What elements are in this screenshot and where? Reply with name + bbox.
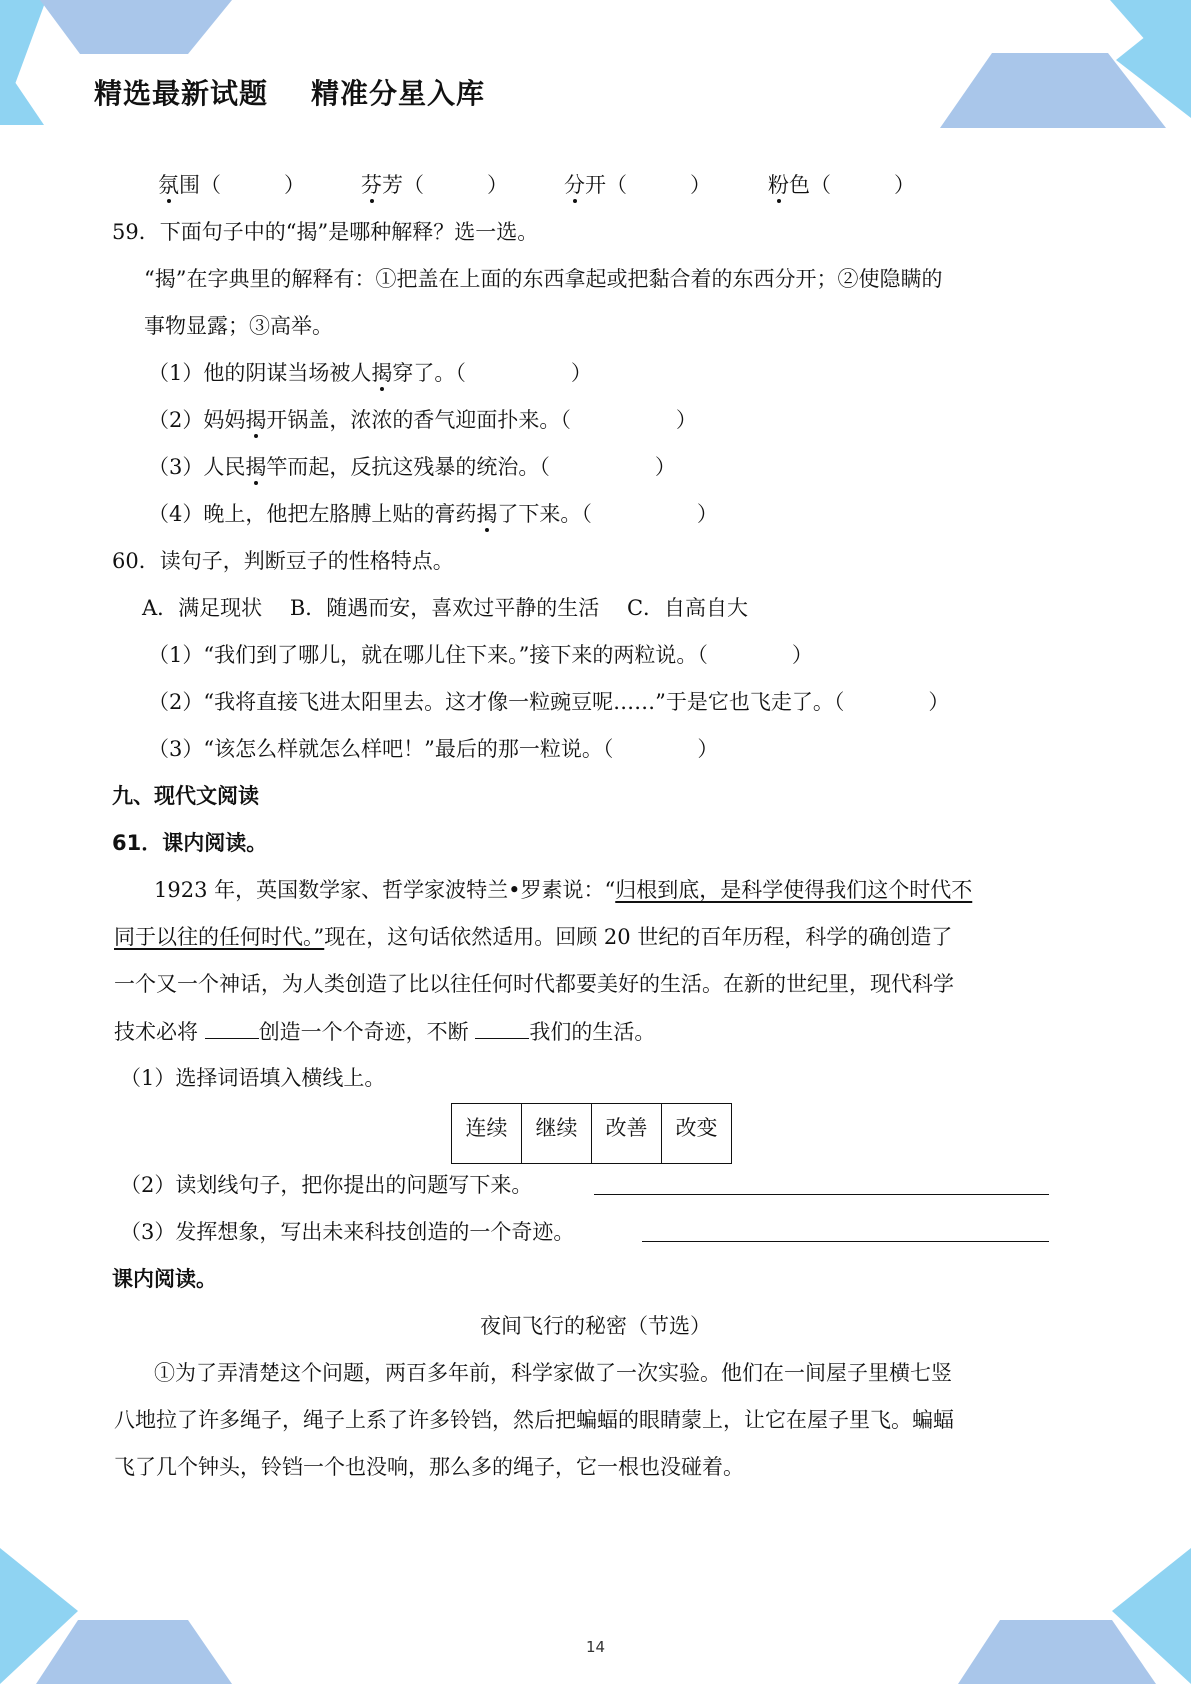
reading-2-title: 课内阅读。 (112, 1267, 217, 1291)
answer-line-2[interactable] (594, 1194, 1049, 1195)
q58-word-2: 芬芳（ ） (361, 170, 508, 200)
q61-sub-question-1: （1）选择词语填入横线上。 (120, 1066, 386, 1090)
q59-definition-line-2: 事物显露；③高举。 (144, 314, 333, 338)
page-number: 14 (585, 1638, 606, 1656)
word-choice: 连续 (452, 1104, 522, 1164)
q60-item-2: （2）“我将直接飞进太阳里去。这才像一粒豌豆呢……”于是它也飞走了。（ ） (148, 690, 950, 714)
passage-title: 夜间飞行的秘密（节选） (480, 1314, 711, 1338)
word-choice: 改善 (592, 1104, 662, 1164)
q61-sub-question-2: （2）读划线句子，把你提出的问题写下来。 (120, 1173, 533, 1197)
passage-line-1: ①为了弄清楚这个问题，两百多年前，科学家做了一次实验。他们在一间屋子里横七竖 (154, 1361, 952, 1385)
q61-passage-line-2: 同于以往的任何时代。”现在，这句话依然适用。回顾 20 世纪的百年历程，科学的确创造了 (114, 925, 953, 949)
word-choice: 改变 (662, 1104, 732, 1164)
q59-stem: 59．下面句子中的“揭”是哪种解释？选一选。 (112, 220, 539, 244)
q61-sub-question-3: （3）发挥想象，写出未来科技创造的一个奇迹。 (120, 1220, 575, 1244)
top-left-trapezoid (40, 0, 232, 54)
word-choice-table (451, 1103, 732, 1164)
q61-passage-line-1: 1923 年，英国数学家、哲学家波特兰•罗素说：“归根到底，是科学使得我们这个时代不 (154, 878, 973, 902)
section-9-title: 九、现代文阅读 (112, 784, 259, 808)
q59-item-1: （1）他的阴谋当场被人揭穿了。（ ） (148, 358, 592, 388)
word-choice: 继续 (522, 1104, 592, 1164)
fill-blank-2[interactable] (475, 1016, 529, 1039)
q60-options: A．满足现状 B．随遇而安，喜欢过平静的生活 C．自高自大 (142, 596, 749, 620)
q61-passage-line-3: 一个又一个神话，为人类创造了比以往任何时代都要美好的生活。在新的世纪里，现代科学 (114, 972, 954, 996)
q58-word-4: 粉色（ ） (768, 170, 915, 200)
underlined-sentence-part-2: 同于以往的任何时代。” (114, 925, 325, 949)
q58-word-3: 分开（ ） (564, 170, 711, 200)
header-title: 精选最新试题 精准分星入库 (94, 77, 485, 110)
q58-word-1: 氛围（ ） (158, 170, 305, 200)
q59-item-3: （3）人民揭竿而起，反抗这残暴的统治。（ ） (148, 452, 676, 482)
q59-definition-line-1: “揭”在字典里的解释有：①把盖在上面的东西拿起或把黏合着的东西分开；②使隐瞒的 (144, 267, 943, 291)
underlined-sentence-part-1: 归根到底，是科学使得我们这个时代不 (615, 878, 973, 902)
q61-passage-line-4: 技术必将 创造一个个奇迹，不断 我们的生活。 (114, 1016, 655, 1047)
q60-stem: 60．读句子，判断豆子的性格特点。 (112, 549, 454, 573)
q61-title: 61．课内阅读。 (112, 831, 268, 855)
passage-line-2: 八地拉了许多绳子，绳子上系了许多铃铛，然后把蝙蝠的眼睛蒙上，让它在屋子里飞。蝙蝠 (114, 1408, 954, 1432)
q59-item-2: （2）妈妈揭开锅盖，浓浓的香气迎面扑来。（ ） (148, 405, 697, 435)
q60-item-3: （3）“该怎么样就怎么样吧！”最后的那一粒说。（ ） (148, 737, 719, 761)
answer-line-3[interactable] (642, 1241, 1049, 1242)
fill-blank-1[interactable] (205, 1016, 259, 1039)
q60-item-1: （1）“我们到了哪儿，就在哪儿住下来。”接下来的两粒说。（ ） (148, 643, 813, 667)
q59-item-4: （4）晚上，他把左胳膊上贴的膏药揭了下来。（ ） (148, 499, 718, 529)
passage-line-3: 飞了几个钟头，铃铛一个也没响，那么多的绳子，它一根也没碰着。 (114, 1455, 744, 1479)
top-left-small-triangle (0, 60, 44, 125)
